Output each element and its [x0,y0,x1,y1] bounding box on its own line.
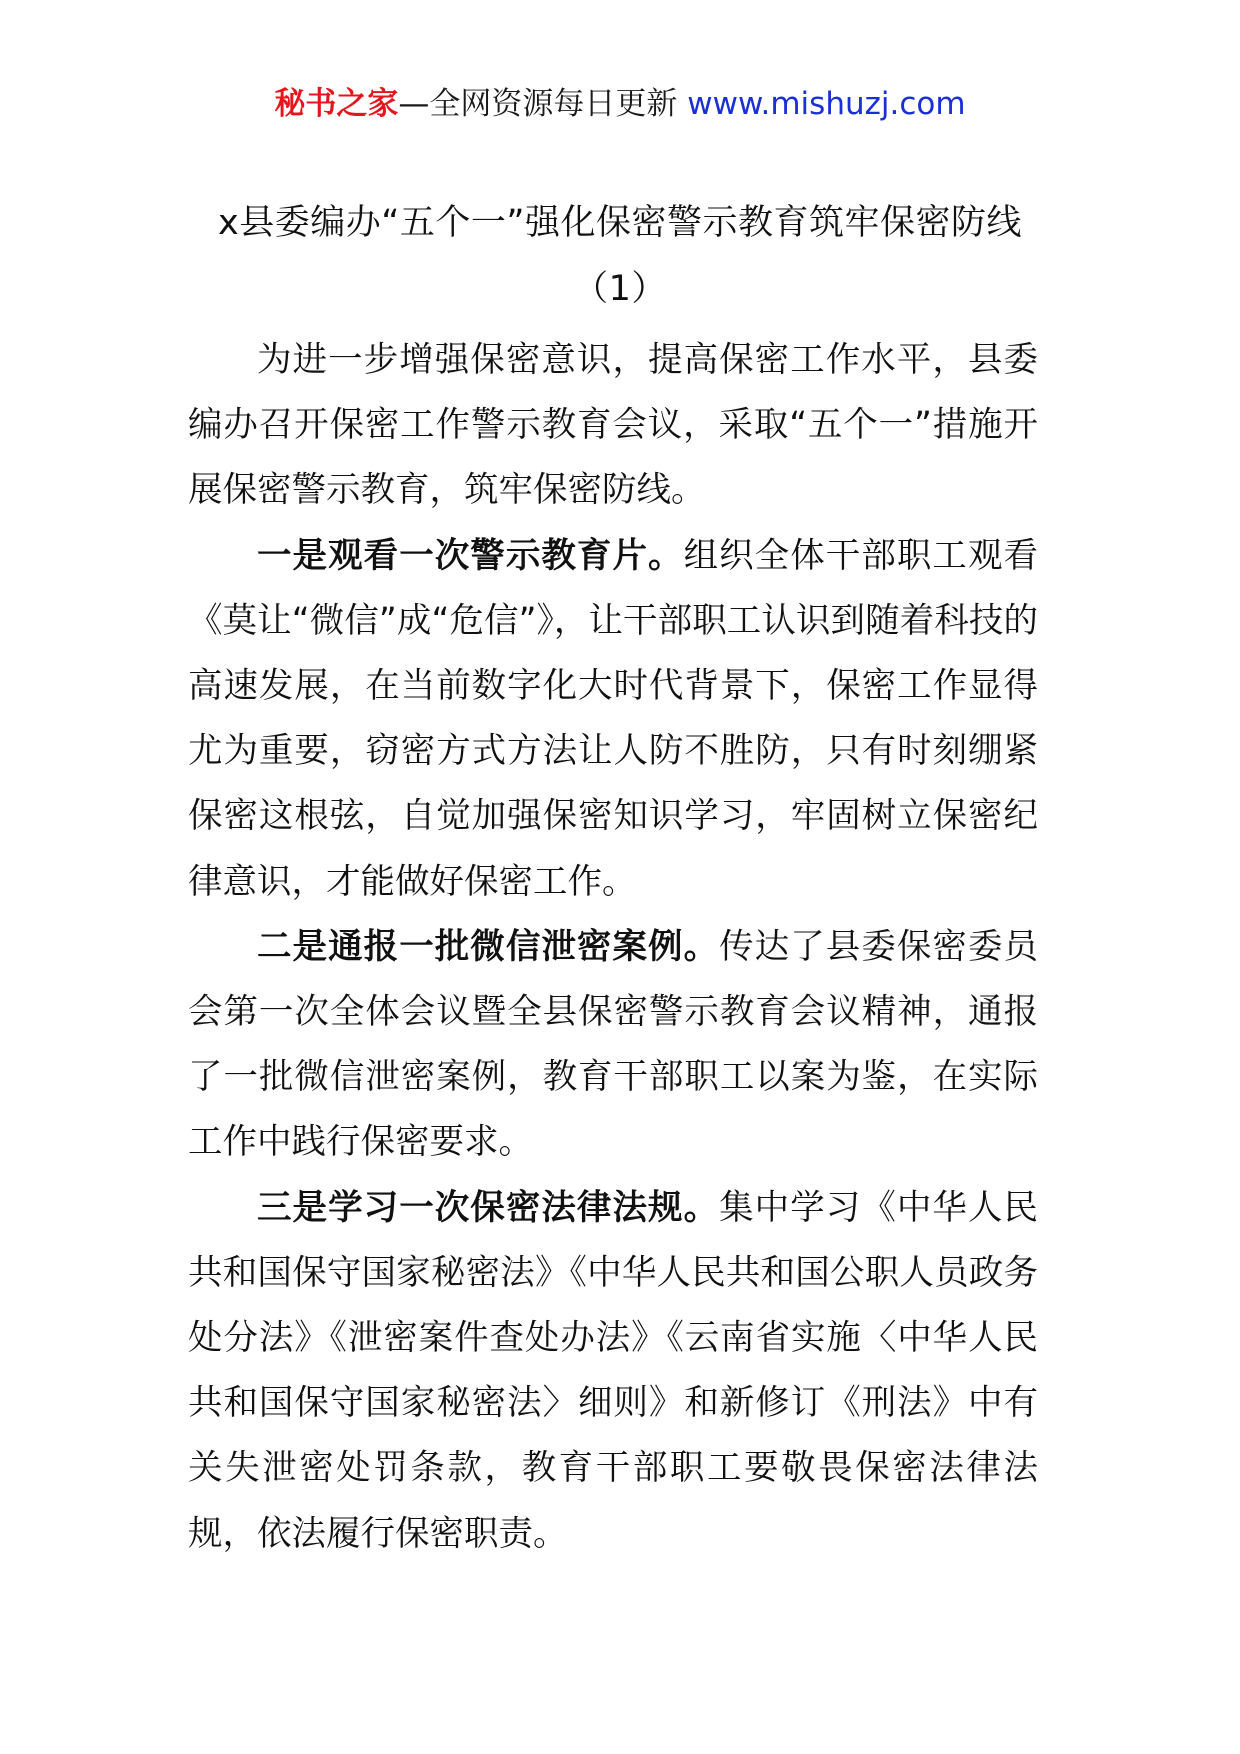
paragraph-text: 组织全体干部职工观看《莫让“微信”成“危信”》，让干部职工认识到随着科技的高速发展，在当前数字化大时代背景下，保密工作显得尤为重要，窃密方式方法让人防不胜防，只有时刻绷紧保密这根弦，自觉加强保密知识学习，牢固树立保密纪律意识，才能做好保密工作。 [188,535,1039,902]
site-header [0,82,1240,126]
paragraph-measure-2 [188,915,1038,1176]
paragraph-lead: 一是观看一次警示教育片。 [257,535,684,576]
paragraph-measure-1 [188,524,1038,915]
paragraph-text: 为进一步增强保密意识，提高保密工作水平，县委编办召开保密工作警示教育会议，采取“五个一”措施开展保密警示教育，筑牢保密防线。 [188,340,1038,511]
paragraph-measure-3 [188,1176,1038,1567]
paragraph-lead: 二是通报一批微信泄密案例。 [257,926,720,967]
site-url-link[interactable]: www.mishuzj.com [687,86,966,122]
paragraph-intro [188,328,1038,524]
site-tagline: —全网资源每日更新 [398,86,688,122]
site-brand: 秘书之家 [274,86,399,122]
paragraph-text: 传达了县委保密委员会第一次全体会议暨全县保密警示教育会议精神，通报了一批微信泄密案例，教育干部职工以案为鉴，在实际工作中践行保密要求。 [188,926,1039,1163]
document-body [188,328,1038,1567]
document-title: x县委编办“五个一”强化保密警示教育筑牢保密防线（1） [218,203,1022,309]
paragraph-lead: 三是学习一次保密法律法规。 [257,1187,720,1228]
paragraph-text: 集中学习《中华人民共和国保守国家秘密法》《中华人民共和国公职人员政务处分法》《泄密案件查处办法》《云南省实施〈中华人民共和国保守国家秘密法〉细则》和新修订《刑法》中有关失泄密处罚条款，教育干部职工要敬畏保密法律法规，依法履行保密职责。 [188,1187,1039,1554]
